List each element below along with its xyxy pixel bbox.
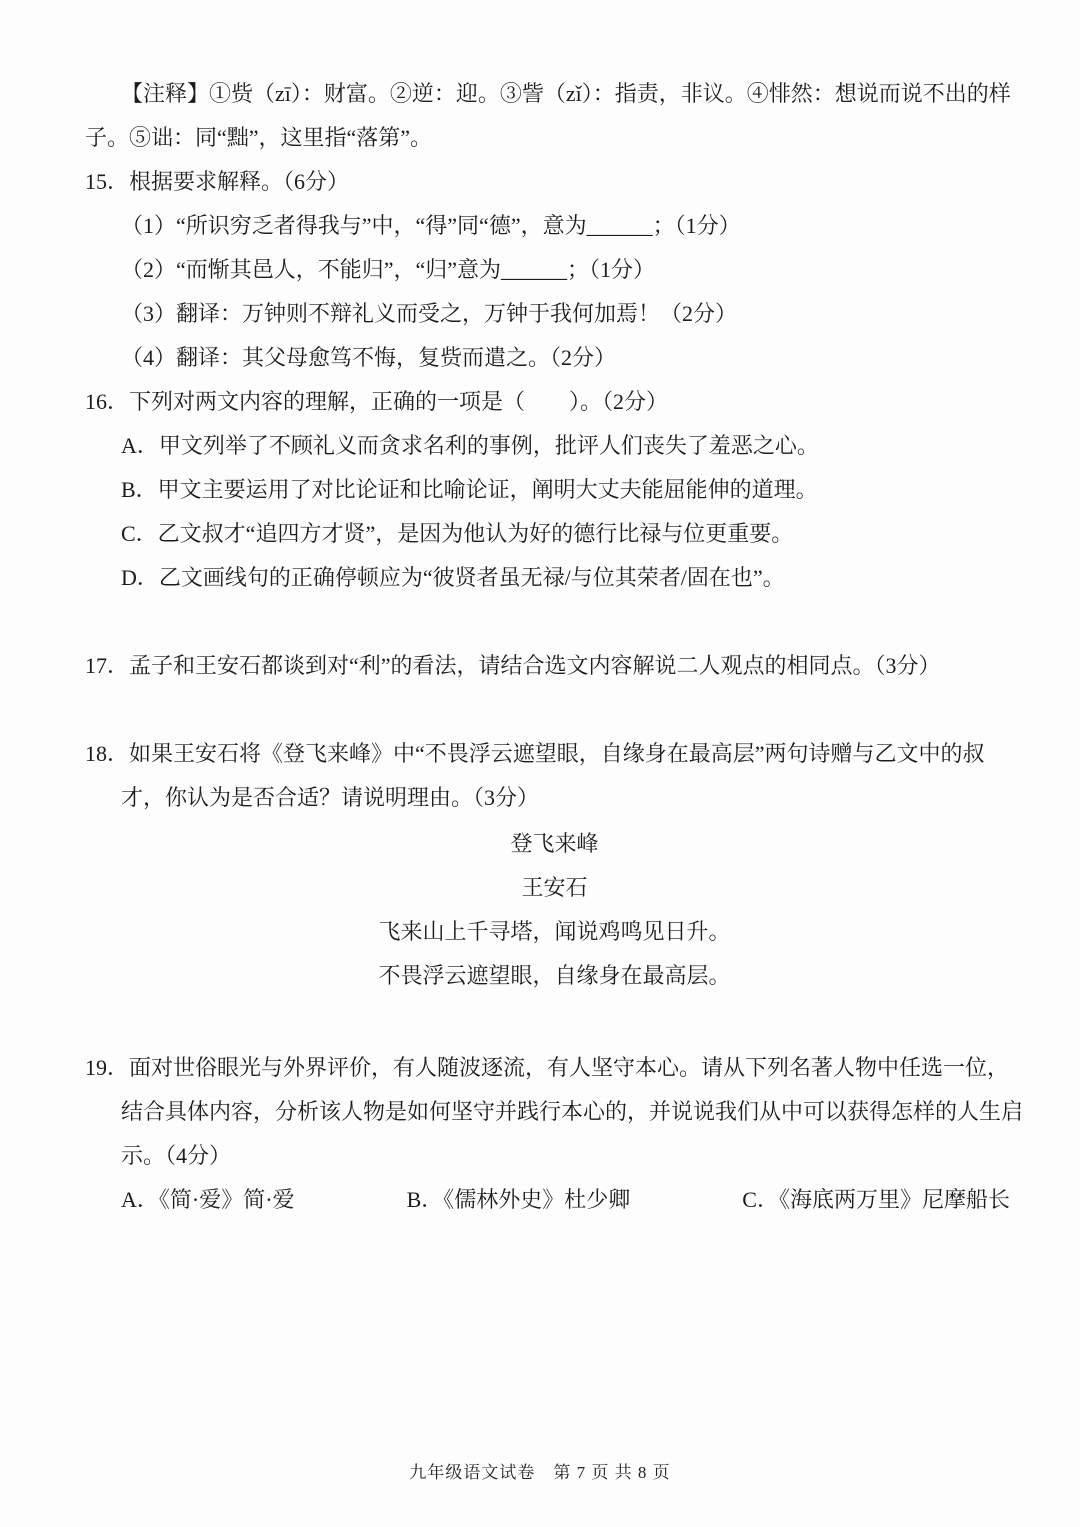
poem-author: 王安石: [521, 875, 588, 900]
question-19: [85, 1046, 1024, 1222]
question-18: [85, 732, 1024, 998]
q15-item-2: （2）“而惭其邑人，不能归”，“归”意为______；（1分）: [121, 257, 656, 282]
q19-choice-b: B．《儒林外史》杜少卿: [406, 1187, 631, 1212]
q15-item-1: （1）“所识穷乏者得我与”中，“得”同“德”，意为______；（1分）: [121, 213, 741, 238]
q16-option-a: A．甲文列举了不顾礼义而贪求名利的事例，批评人们丧失了羞恶之心。: [121, 433, 819, 458]
poem-title: 登飞来峰: [510, 831, 599, 856]
question-15: [85, 160, 1024, 380]
poem: [85, 822, 1024, 998]
q17-title: 17．孟子和王安石都谈到对“利”的看法，请结合选文内容解说二人观点的相同点。（3分）: [85, 653, 941, 678]
q19-title: 19．面对世俗眼光与外界评价，有人随波逐流，有人坚守本心。请从下列名著人物中任选一位，结合具体内容，分析该人物是如何坚守并践行本心的，并说说我们从中可以获得怎样的人生启示。（4分）: [85, 1055, 1024, 1168]
q16-option-d: D．乙文画线句的正确停顿应为“彼贤者虽无禄/与位其荣者/固在也”。: [121, 565, 785, 590]
q15-title: 15．根据要求解释。（6分）: [85, 169, 350, 194]
poem-line-1: 飞来山上千寻塔，闻说鸡鸣见日升。: [378, 919, 731, 944]
note-paragraph: 【注释】①赀（zī）：财富。②逆：迎。③訾（zǐ）：指责，非议。④悱然：想说而说不出的样子。⑤诎：同“黜”，这里指“落第”。: [85, 81, 1011, 150]
q15-item-4: （4）翻译：其父母愈笃不悔，复赀而遣之。（2分）: [121, 345, 617, 370]
q19-choice-c: C．《海底两万里》尼摩船长: [742, 1187, 1010, 1212]
q16-option-b: B．甲文主要运用了对比论证和比喻论证，阐明大丈夫能屈能伸的道理。: [121, 477, 818, 502]
poem-line-2: 不畏浮云遮望眼，自缘身在最高层。: [378, 963, 731, 988]
page-footer: 九年级语文试卷 第 7 页 共 8 页: [409, 1463, 671, 1482]
q19-choices: [85, 1178, 1024, 1222]
q19-choice-a: A．《简·爱》简·爱: [121, 1187, 295, 1212]
q15-item-3: （3）翻译：万钟则不辩礼义而受之，万钟于我何加焉！（2分）: [121, 301, 738, 326]
question-16: [85, 380, 1024, 600]
q16-title: 16．下列对两文内容的理解，正确的一项是（ ）。（2分）: [85, 389, 669, 414]
q16-option-c: C．乙文叔才“追四方才贤”，是因为他认为好的德行比禄与位更重要。: [121, 521, 794, 546]
question-17: [85, 644, 1024, 688]
q18-title: 18．如果王安石将《登飞来峰》中“不畏浮云遮望眼，自缘身在最高层”两句诗赠与乙文中的叔才，你认为是否合适？请说明理由。（3分）: [85, 741, 985, 810]
